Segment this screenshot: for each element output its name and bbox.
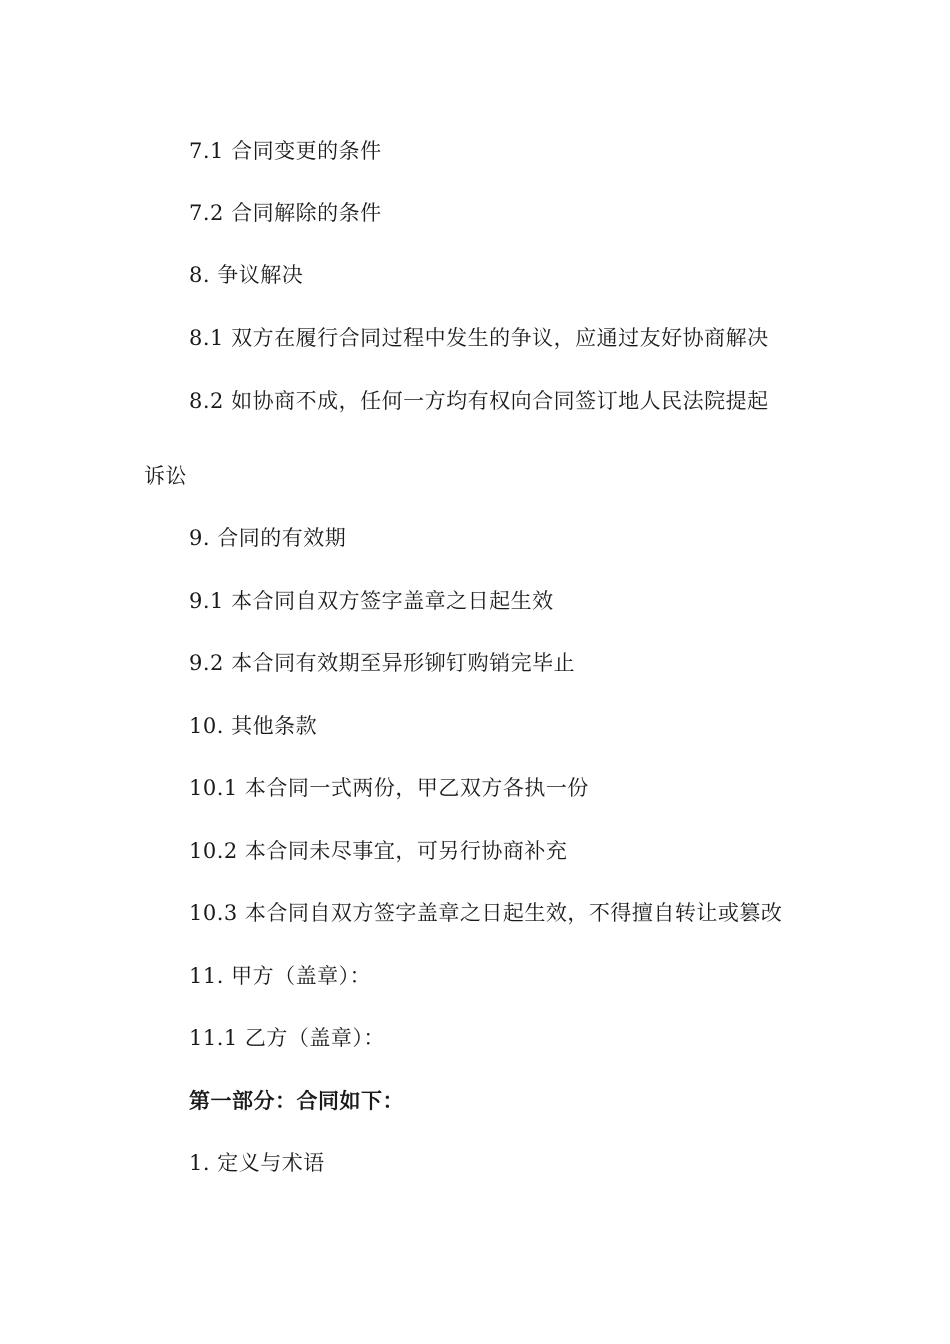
section-10-heading: 10. 其他条款 — [189, 714, 318, 738]
clause-7-1: 7.1 合同变更的条件 — [189, 139, 382, 163]
section-1-heading: 1. 定义与术语 — [189, 1151, 325, 1175]
section-9-heading: 9. 合同的有效期 — [189, 526, 347, 550]
clause-10-1: 10.1 本合同一式两份，甲乙双方各执一份 — [189, 776, 589, 800]
clause-10-3: 10.3 本合同自双方签字盖章之日起生效，不得擅自转让或篡改 — [189, 901, 783, 925]
section-8-heading: 8. 争议解决 — [189, 263, 304, 287]
part-one-heading: 第一部分：合同如下： — [189, 1088, 404, 1113]
clause-9-2: 9.2 本合同有效期至异形铆钉购销完毕止 — [189, 651, 576, 675]
clause-8-2-continuation: 诉讼 — [144, 464, 187, 488]
clause-10-2: 10.2 本合同未尽事宜，可另行协商补充 — [189, 839, 568, 863]
clause-11: 11. 甲方（盖章）： — [189, 964, 372, 988]
clause-8-2: 8.2 如协商不成，任何一方均有权向合同签订地人民法院提起 — [189, 389, 769, 413]
clause-8-1: 8.1 双方在履行合同过程中发生的争议，应通过友好协商解决 — [189, 326, 769, 350]
clause-7-2: 7.2 合同解除的条件 — [189, 201, 382, 225]
clause-11-1: 11.1 乙方（盖章）： — [189, 1026, 385, 1050]
clause-9-1: 9.1 本合同自双方签字盖章之日起生效 — [189, 589, 554, 613]
